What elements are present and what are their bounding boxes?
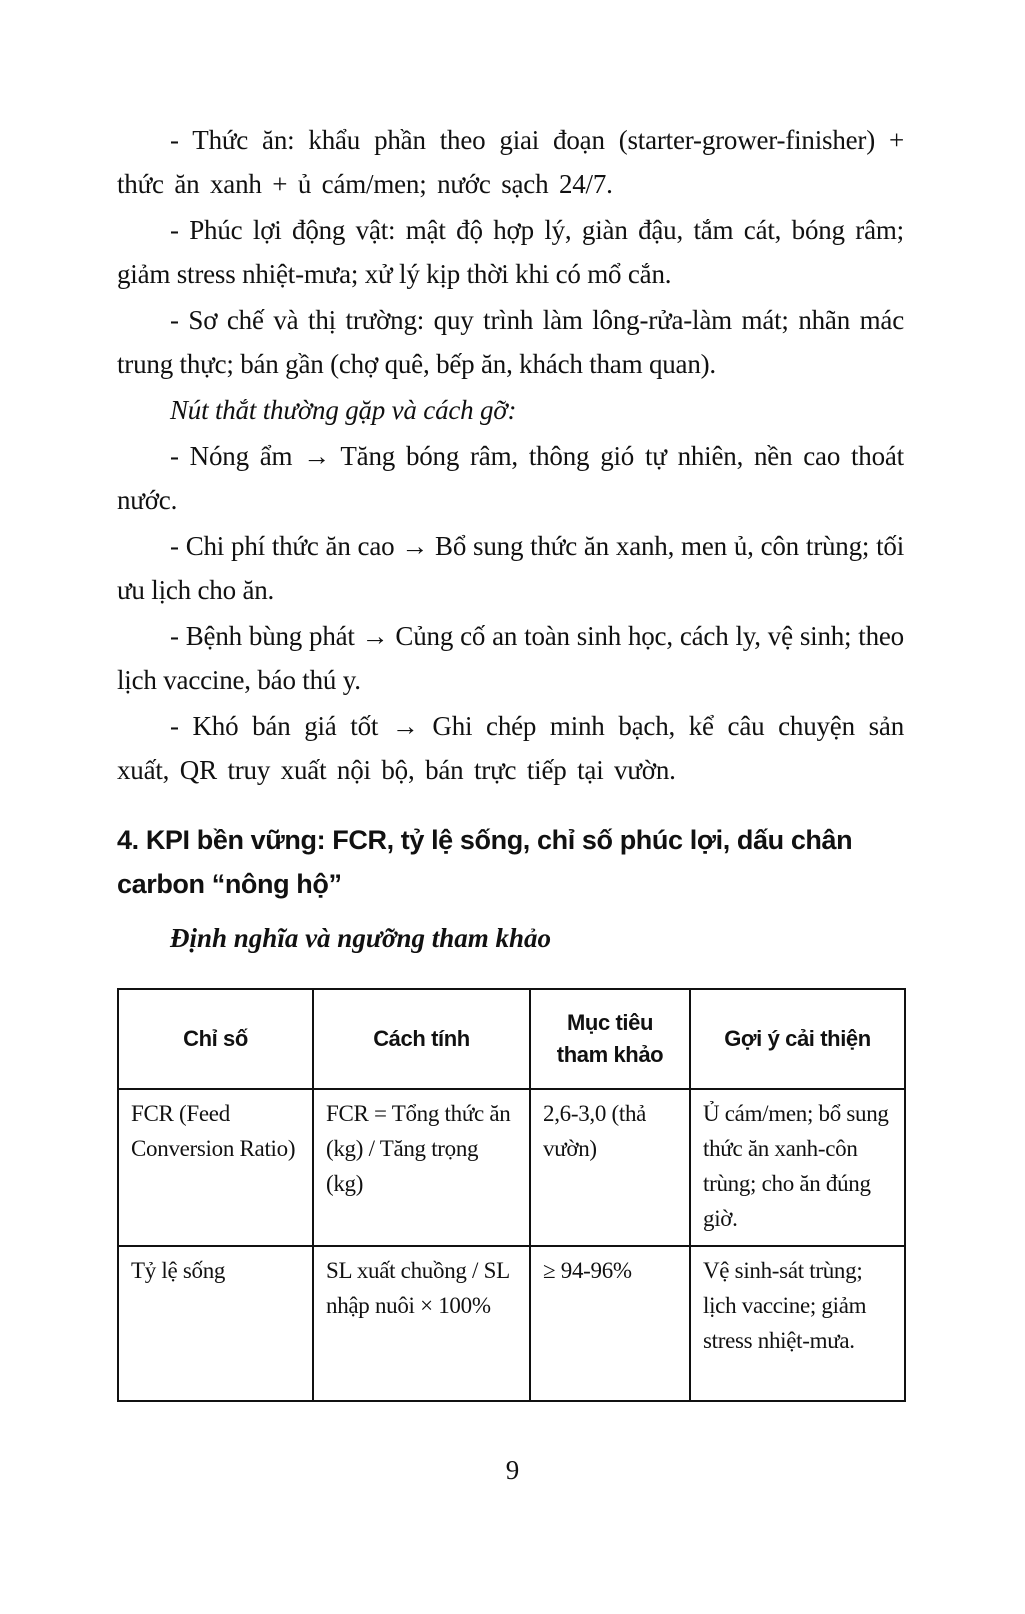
paragraph-feed: - Thức ăn: khẩu phần theo giai đoạn (starter-grower-finisher) + thức ăn xanh + ủ cám/men; nước sạch 24/7. [117,125,904,199]
paragraph-hot-humid: - Nóng ẩm → Tăng bóng râm, thông gió tự nhiên, nền cao thoát nước. [117,441,904,515]
header-suggestion: Gợi ý cải thiện [690,989,905,1089]
header-formula: Cách tính [313,989,530,1089]
paragraph-disease-outbreak: - Bệnh bùng phát → Củng cố an toàn sinh học, cách ly, vệ sinh; theo lịch vaccine, báo thú y. [117,621,904,695]
paragraph-processing-market: - Sơ chế và thị trường: quy trình làm lông-rửa-làm mát; nhãn mác trung thực; bán gần (chợ quê, bếp ăn, khách tham quan). [117,305,904,379]
cell-target: ≥ 94-96% [530,1246,690,1401]
page-body [117,118,904,958]
kpi-table [117,988,906,1402]
paragraph-hard-to-sell: - Khó bán giá tốt → Ghi chép minh bạch, kể câu chuyện sản xuất, QR truy xuất nội bộ, bán trực tiếp tại vườn. [117,711,904,785]
paragraph-animal-welfare: - Phúc lợi động vật: mật độ hợp lý, giàn đậu, tắm cát, bóng râm; giảm stress nhiệt-mưa; xử lý kịp thời khi có mổ cắn. [117,215,904,289]
header-indicator: Chỉ số [118,989,313,1089]
paragraph-bottlenecks-intro: Nút thắt thường gặp và cách gỡ: [170,395,517,425]
header-target: Mục tiêu tham khảo [530,989,690,1089]
cell-formula: FCR = Tổng thức ăn (kg) / Tăng trọng (kg) [313,1089,530,1246]
cell-suggestion: Ủ cám/men; bổ sung thức ăn xanh-côn trùng; cho ăn đúng giờ. [690,1089,905,1246]
paragraph-feed-cost: - Chi phí thức ăn cao → Bổ sung thức ăn xanh, men ủ, côn trùng; tối ưu lịch cho ăn. [117,531,904,605]
cell-indicator: Tỷ lệ sống [118,1246,313,1401]
cell-indicator: FCR (Feed Conversion Ratio) [118,1089,313,1246]
table-row [118,1089,905,1246]
table-header-row [118,989,905,1089]
section-heading: 4. KPI bền vững: FCR, tỷ lệ sống, chỉ số phúc lợi, dấu chân carbon “nông hộ” [117,825,853,899]
cell-formula: SL xuất chuồng / SL nhập nuôi × 100% [313,1246,530,1401]
section-subheading: Định nghĩa và ngưỡng tham khảo [170,923,552,953]
cell-suggestion: Vệ sinh-sát trùng; lịch vaccine; giảm stress nhiệt-mưa. [690,1246,905,1401]
table-row [118,1246,905,1401]
cell-target: 2,6-3,0 (thả vườn) [530,1089,690,1246]
page-number: 9 [505,1455,520,1485]
